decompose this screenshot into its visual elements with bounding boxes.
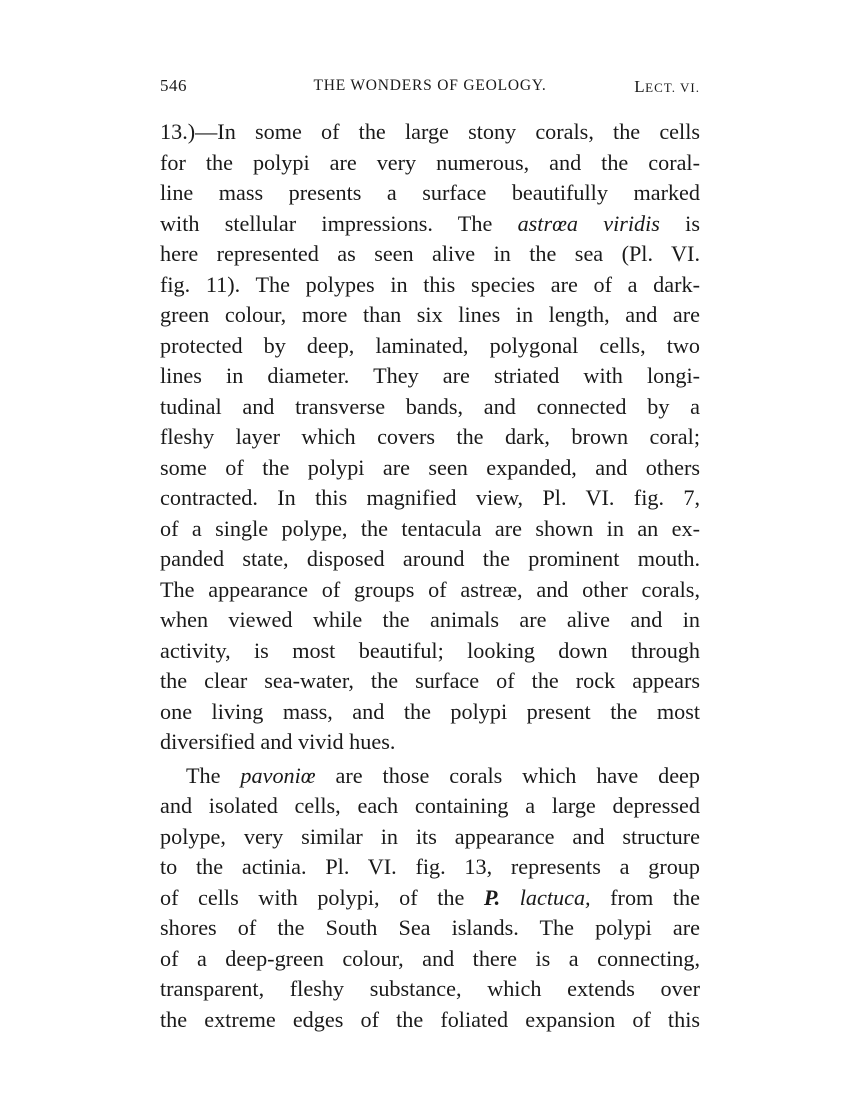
text-line: contracted. In this magnified view, Pl. VI. fig. 7, [160, 485, 700, 510]
text-line: the clear sea-water, the surface of the rock appears [160, 668, 700, 693]
text-line: when viewed while the animals are alive and in [160, 607, 700, 632]
text-line: fig. 11). The polypes in this species are of a dark- [160, 271, 700, 297]
lecture-label [634, 77, 700, 97]
text-line: of a single polype, the tentacula are shown in an ex- [160, 515, 700, 541]
text-line: green colour, more than six lines in length, and are [160, 302, 700, 327]
lecture-label-lead: L [634, 77, 646, 96]
text-line: lines in diameter. They are striated with longi- [160, 363, 700, 388]
text-line: 13.)—In some of the large stony corals, the cells [160, 119, 700, 144]
text-line: some of the polypi are seen expanded, and others [160, 454, 700, 480]
text-line: diversified and vivid hues. [160, 729, 396, 754]
running-title: THE WONDERS OF GEOLOGY. [313, 77, 547, 94]
paragraph [160, 761, 700, 1036]
body-text [160, 117, 700, 1035]
italic-term: lactuca, [519, 884, 591, 910]
italic-term: astrœa viridis [517, 210, 660, 236]
text-line: The pavoniœ are those corals which have deep [186, 762, 700, 788]
paragraph [160, 117, 700, 758]
text-line: transparent, fleshy substance, which extends over [160, 976, 700, 1001]
text-line: panded state, disposed around the prominent mouth. [160, 546, 700, 571]
italic-term: pavoniœ [240, 762, 316, 788]
text-line: of cells with polypi, of the P. lactuca, from the [160, 884, 700, 910]
page-number: 546 [160, 76, 187, 95]
text-line: protected by deep, laminated, polygonal cells, two [160, 332, 700, 358]
text-line: shores of the South Sea islands. The polypi are [160, 915, 700, 940]
text-line: The appearance of groups of astreæ, and other corals, [160, 576, 700, 602]
text-line: for the polypi are very numerous, and the coral- [160, 149, 700, 175]
text-line: polype, very similar in its appearance and structure [160, 823, 700, 849]
page-header [160, 76, 700, 100]
text-line: activity, is most beautiful; looking down through [160, 637, 700, 663]
text-line: and isolated cells, each containing a large depressed [160, 793, 700, 818]
text-line: tudinal and transverse bands, and connected by a [160, 393, 700, 419]
text-line: here represented as seen alive in the sea (Pl. VI. [160, 241, 700, 266]
text-line: to the actinia. Pl. VI. fig. 13, represents a group [160, 854, 700, 879]
lecture-label-rest: ECT. VI. [645, 80, 700, 95]
text-line: with stellular impressions. The astrœa viridis is [160, 210, 700, 236]
book-page [160, 0, 700, 1100]
text-line: of a deep-green colour, and there is a connecting, [160, 945, 700, 971]
text-line: fleshy layer which covers the dark, brown coral; [160, 424, 700, 449]
bold-italic-term: P. [483, 884, 501, 910]
text-line: the extreme edges of the foliated expansion of this [160, 1006, 700, 1032]
text-line: one living mass, and the polypi present the most [160, 698, 700, 724]
text-line: line mass presents a surface beautifully marked [160, 180, 700, 205]
